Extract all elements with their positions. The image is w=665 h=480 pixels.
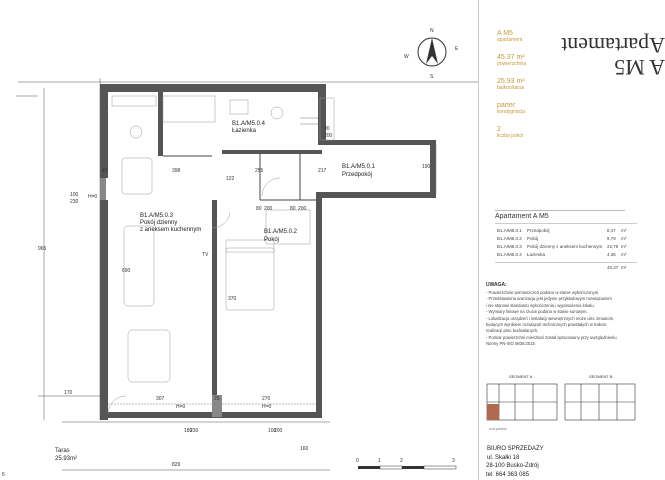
- dim-200a: 200: [324, 133, 333, 139]
- heading-line-2: A M5: [614, 55, 665, 80]
- dim-25: 25: [214, 396, 220, 402]
- table-row: [497, 228, 626, 233]
- note-line: i nie stanowi standardu wykończenia i wyposażenia lokalu.: [486, 302, 595, 308]
- notes-box: [486, 282, 636, 368]
- dim-200d: 200: [274, 428, 283, 434]
- dim-80a: 80: [256, 206, 262, 212]
- table-row: [497, 236, 626, 241]
- dim-230b: 230: [190, 428, 199, 434]
- row-unit: m²: [621, 236, 627, 241]
- row-area: 8,47: [607, 228, 616, 233]
- row-area: 9,79: [607, 236, 616, 241]
- note-line: będącym wynikiem rozwiązań technicznych powstałych w trakcie: [486, 322, 607, 328]
- office-street: ul. Skałki 18: [487, 455, 520, 461]
- room-code-hall: B1.A/M5.0.1: [342, 164, 376, 170]
- dim-690: 690: [122, 268, 131, 274]
- row-code: B1.A/M5.0.1: [497, 228, 522, 233]
- compass-n: N: [430, 28, 434, 34]
- dim-190: 190: [422, 164, 431, 170]
- row-code: B1.A/M5.0.3: [497, 244, 522, 249]
- fact-label: kondygnacja: [497, 109, 526, 115]
- fact-label: apartament: [497, 37, 523, 43]
- row-name: Przedpokój: [527, 228, 550, 233]
- apartment-heading: [561, 33, 665, 80]
- tv-label: TV: [202, 252, 209, 258]
- room-name-room: Pokój: [264, 237, 280, 243]
- compass-icon: [404, 28, 459, 80]
- note-line: - Wymiary liniowe na rzucie podano w stanie surowym.: [486, 309, 588, 315]
- room-name-bathroom: Łazienka: [232, 128, 257, 134]
- fact-label: powierzchnia: [497, 61, 527, 67]
- row-name: Pokój: [527, 236, 539, 241]
- dim-398: 398: [172, 168, 181, 174]
- heading-line-1: Apartament: [561, 33, 665, 58]
- dim-270: 270: [262, 396, 271, 402]
- key-plan: [485, 382, 637, 426]
- table-row: [497, 252, 626, 257]
- compass-s: S: [430, 74, 434, 80]
- fact-value: 45.37 m²: [497, 54, 525, 61]
- room-name-living-2: z aneksem kuchennym: [140, 227, 202, 233]
- scale-unit: 5: [2, 472, 5, 478]
- h0-mid: H=0: [176, 404, 186, 410]
- note-line: - Przedstawiona aranżacja jest jedynie przykładowym rozwiązaniem: [486, 296, 612, 302]
- compass-w: W: [404, 54, 409, 60]
- dim-217: 217: [318, 168, 327, 174]
- scale-0: 0: [356, 458, 359, 464]
- scale-3: 3: [452, 458, 455, 464]
- dim-160: 160: [300, 446, 309, 452]
- room-code-living: B1.A/M5.0.3: [140, 213, 174, 219]
- compass-e: E: [455, 46, 459, 52]
- note-line: realizacji prac budowlanych.: [486, 328, 539, 334]
- fact-value: A M5: [497, 30, 513, 37]
- dim-170: 170: [64, 390, 73, 396]
- note-line: - Pomiar powierzchni mieszkań został opracowany przy uwzględnieniu: [486, 334, 617, 340]
- sales-office: [487, 445, 544, 463]
- row-unit: m²: [621, 244, 627, 249]
- note-line: - Powierzchnie pomieszczeń podano w stanie wykończonym.: [486, 290, 600, 295]
- dim-100: 100: [70, 192, 79, 198]
- terrace-area: 25.93m²: [55, 456, 78, 462]
- note-line: - Lokalizacja urządzeń i instalacji wewnętrznych może ulec zmianom,: [486, 315, 615, 321]
- office-city: 28-100 Busko-Zdrój: [486, 463, 539, 469]
- room-code-bathroom: B1.A/M5.0.4: [232, 121, 266, 127]
- h0-left: H=0: [88, 194, 98, 200]
- dim-100b: 100: [268, 428, 277, 434]
- row-unit: m²: [621, 252, 627, 257]
- row-name: Łazienka: [527, 252, 546, 257]
- total-area: 45,37: [607, 265, 619, 270]
- total-unit: m²: [621, 265, 627, 270]
- scale-2: 2: [400, 458, 403, 464]
- dim-829: 829: [172, 462, 181, 468]
- dim-200b: 200: [264, 206, 273, 212]
- dim-255: 255: [255, 168, 264, 174]
- row-area: 4,36: [607, 252, 616, 257]
- row-name: Pokój dzienny z aneksem kuchennym: [527, 244, 603, 249]
- fact-value: 2: [497, 126, 501, 133]
- fact-value: 25.93 m²: [497, 78, 525, 85]
- note-line: Normy PN-ISO 9836:2015: [486, 341, 535, 347]
- key-plan-caption: rzut parteru: [489, 427, 507, 431]
- dim-965: 965: [38, 246, 47, 252]
- row-area: 22,75: [607, 244, 619, 249]
- table-title: Apartament A M5: [495, 213, 549, 220]
- terrace-label: Taras: [55, 448, 70, 454]
- dim-90: 90: [324, 126, 330, 132]
- row-unit: m²: [621, 228, 627, 233]
- office-phone: tel. 664 363 085: [486, 472, 530, 478]
- segment-a-label: SEGMENT A: [509, 374, 533, 379]
- dim-122: 122: [226, 176, 235, 182]
- h0-right: H=0: [262, 404, 272, 410]
- dim-180: 180: [184, 428, 193, 434]
- fact-label: liczba pokoi: [497, 133, 524, 139]
- table-total: [607, 265, 626, 270]
- dim-307: 307: [156, 396, 165, 402]
- fact-rooms: [497, 126, 597, 150]
- dim-200c: 200: [298, 206, 307, 212]
- scale-1: 1: [378, 458, 381, 464]
- fact-label: balkon/taras: [497, 85, 525, 91]
- fact-value: parter: [497, 102, 516, 109]
- fact-floor: [497, 102, 597, 126]
- fact-terrace: [497, 78, 597, 102]
- room-name-hall: Przedpokój: [342, 172, 373, 178]
- dim-47: 47: [102, 168, 108, 174]
- segment-b-label: SEGMENT B: [589, 374, 613, 379]
- row-code: B1.A/M5.0.4: [497, 252, 522, 257]
- room-code-room: B1.A/M5.0.2: [264, 229, 298, 235]
- dim-80b: 80: [290, 206, 296, 212]
- notes-title: UWAGA:: [486, 282, 507, 288]
- dim-230: 230: [70, 199, 79, 205]
- info-panel: [478, 0, 665, 480]
- room-name-living: Pokój dzienny: [140, 220, 178, 226]
- dim-370: 370: [228, 296, 237, 302]
- office-title: BIURO SPRZEDAŻY: [487, 446, 544, 452]
- table-row: [497, 244, 626, 249]
- row-code: B1.A/M5.0.2: [497, 236, 522, 241]
